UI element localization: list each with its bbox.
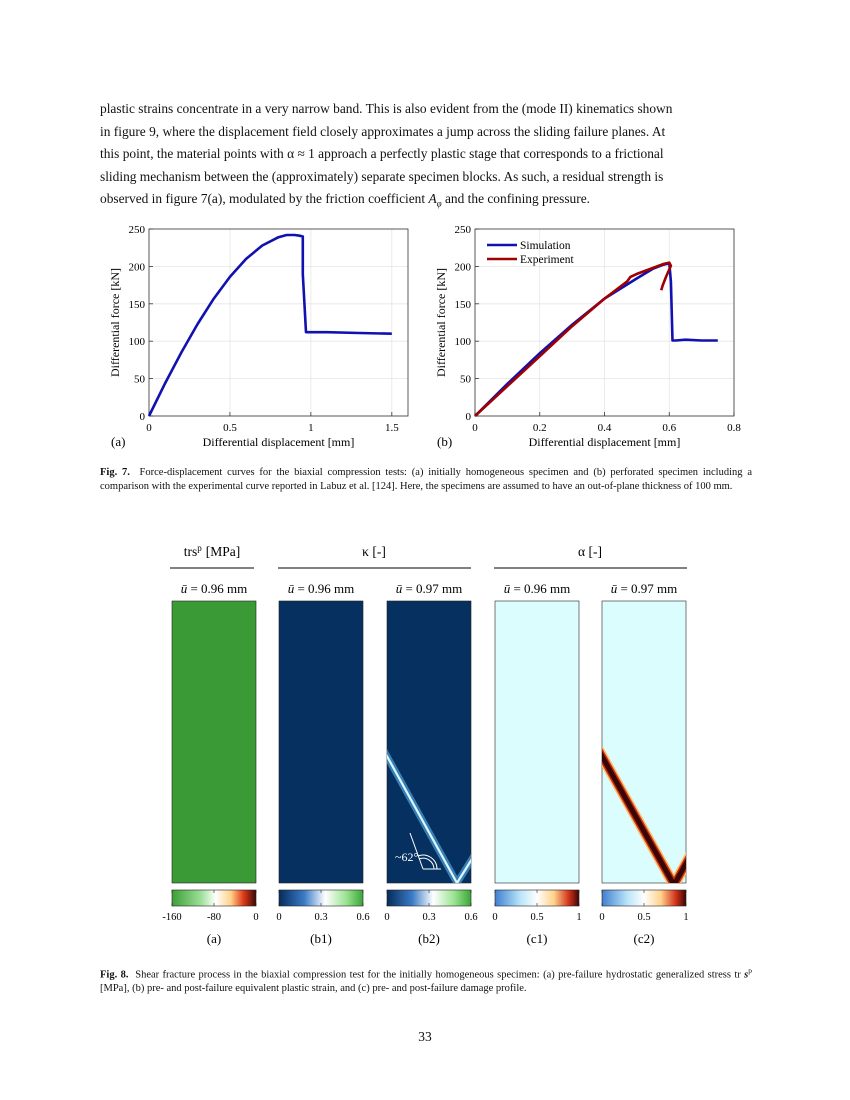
x-tick-label: 0 [472,422,478,434]
panel-label-c2: (c2) [633,931,655,946]
colorbar-tick-label: 0.6 [464,912,478,923]
ubar-label: ū = 0.96 mm [503,581,571,596]
paragraph-line-1: plastic strains concentrate in a very narrow band. This is also evident from the (mode II) kinematics shown [100,101,673,116]
x-tick-label: 0.5 [223,422,237,434]
ubar-label: ū = 0.97 mm [610,581,678,596]
panel-label-b1: (b1) [310,931,332,946]
y-tick-label: 100 [454,336,471,349]
x-tick-label: 1.5 [384,422,399,434]
colorbar-tick-label: 0.5 [530,912,544,923]
group-title-kappa: κ [-] [362,544,386,559]
page-number: 33 [418,1029,432,1044]
legend-entry: Experiment [520,254,574,266]
colorbar-tick-label: 0.3 [422,912,436,923]
y-tick-label: 100 [128,336,145,349]
y-tick-label: 150 [454,298,471,311]
panel-label: (a) [111,434,126,449]
colorbar-tick-label: 0 [276,912,282,923]
field-plot-c1 [495,601,579,883]
colorbar-tick-label: 0 [599,912,605,923]
colorbar-tick-label: 0.6 [356,912,370,923]
y-tick-label: 50 [460,373,471,386]
legend-entry: Simulation [520,240,571,252]
colorbar-tick-label: 0 [492,912,498,923]
ubar-label: ū = 0.96 mm [287,581,355,596]
field-plot-b2 [387,601,471,883]
x-tick-label: 1 [308,422,314,434]
ubar-label: ū = 0.97 mm [395,581,463,596]
ubar-label: ū = 0.96 mm [180,581,248,596]
x-axis-label: Differential displacement [mm] [202,435,355,449]
colorbar-tick-label: 0 [253,912,259,923]
panel-label-c1: (c1) [526,931,548,946]
colorbar-tick-label: 0 [384,912,390,923]
paragraph-line-3: this point, the material points with α ≈ 1 approach a perfectly plastic stage that corresponds to a frictional [100,146,664,162]
paragraph-line-4: sliding mechanism between the (approximately) separate specimen blocks. As such, a residual strength is [100,168,664,184]
colorbar-tick-label: 0.5 [637,912,651,923]
panel-label-b2: (b2) [418,931,440,946]
x-tick-label: 0.2 [532,422,547,434]
field-plot-a [172,601,256,883]
y-axis-label: Differential force [kN] [434,267,448,378]
figure-7-caption: Fig. 7. Force-displacement curves for the biaxial compression tests: (a) initially homogeneous specimen and (b) perforated specimen including a comparison with the experimental curve reported in Labuz et al. [124]. Here, the specimens are assumed to have an out-of-plane thickness of 100 mm. [100,467,752,492]
panel-label-a: (a) [206,931,222,946]
group-title-alpha: α [-] [578,544,602,559]
y-tick-label: 0 [139,411,145,423]
angle-label: ~62° [395,850,419,864]
figure-8-caption: Fig. 8. Shear fracture process in the biaxial compression test for the initially homogeneous specimen: (a) pre-failure hydrostatic generalized stress tr $s^p$ [MPa], (b) pre- and post-failure equivalent plastic strain, and (c) pre- and post-failure damage profile. [100,966,752,994]
x-axis-label: Differential displacement [mm] [528,435,681,449]
x-tick-label: 0.8 [727,422,741,434]
colorbar-tick-label: 1 [576,912,582,923]
y-tick-label: 150 [128,298,145,311]
colorbar-tick-label: 1 [683,912,689,923]
x-tick-label: 0 [146,422,152,434]
y-tick-label: 50 [134,373,145,386]
field-plot-b1 [279,601,363,883]
x-tick-label: 0.6 [662,422,677,434]
paragraph-line-2: in figure 9, where the displacement field closely approximates a jump across the sliding failure planes. At [100,123,666,139]
colorbar-tick-label: -80 [207,912,221,923]
y-axis-label: Differential force [kN] [108,267,122,378]
colorbar-tick-label: 0.3 [314,912,328,923]
colorbar-tick-label: -160 [162,912,182,923]
y-tick-label: 200 [454,261,471,274]
y-tick-label: 250 [128,224,145,236]
y-tick-label: 200 [128,261,145,274]
x-tick-label: 0.4 [597,422,612,434]
panel-label: (b) [437,434,453,449]
y-tick-label: 0 [465,411,471,423]
paragraph-line-5: observed in figure 7(a), modulated by the friction coefficient $A_\varphi$ and the confining pressure. [100,191,590,210]
group-title-tr: trs$^p$ [MPa] [183,543,241,559]
y-tick-label: 250 [454,224,471,236]
